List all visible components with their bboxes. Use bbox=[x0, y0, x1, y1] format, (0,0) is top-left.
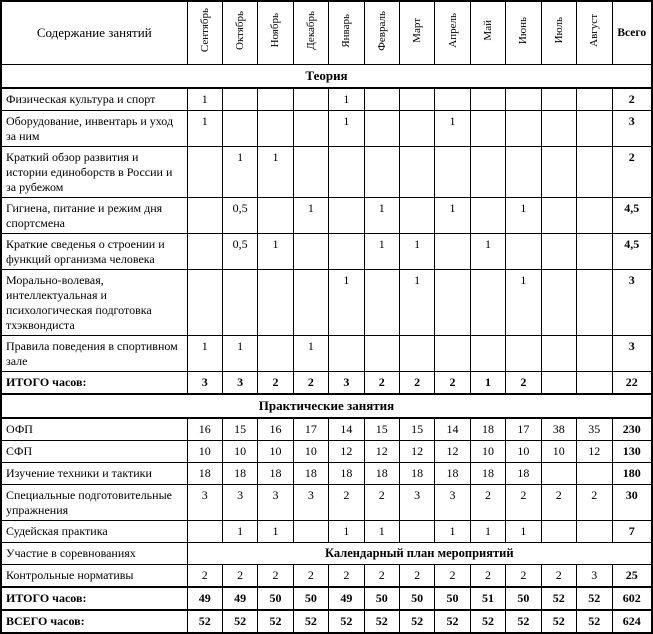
value-cell: 10 bbox=[541, 441, 576, 463]
month-header-november bbox=[258, 1, 293, 65]
value-cell: 12 bbox=[576, 441, 612, 463]
value-cell bbox=[187, 147, 222, 198]
value-cell: 10 bbox=[293, 441, 328, 463]
value-cell: 0,5 bbox=[222, 234, 257, 270]
value-cell: 50 bbox=[364, 587, 399, 610]
section-row bbox=[1, 65, 652, 89]
value-cell: 14 bbox=[435, 418, 470, 441]
row-total: 7 bbox=[612, 521, 652, 543]
value-cell: 16 bbox=[187, 418, 222, 441]
value-cell: 52 bbox=[222, 610, 257, 633]
value-cell bbox=[541, 111, 576, 147]
value-cell: 52 bbox=[329, 610, 364, 633]
value-cell bbox=[222, 88, 257, 111]
value-cell: 1 bbox=[506, 521, 541, 543]
section-title: Практические занятия bbox=[1, 394, 652, 418]
value-cell: 2 bbox=[435, 565, 470, 588]
value-cell: 1 bbox=[364, 521, 399, 543]
value-cell: 3 bbox=[293, 485, 328, 521]
plan-table-body bbox=[1, 65, 652, 634]
row-total: 30 bbox=[612, 485, 652, 521]
table-row bbox=[1, 88, 652, 111]
value-cell bbox=[576, 147, 612, 198]
value-cell: 1 bbox=[258, 147, 293, 198]
value-cell: 2 bbox=[576, 485, 612, 521]
row-label: Изучение техники и тактики bbox=[1, 463, 187, 485]
value-cell bbox=[541, 147, 576, 198]
value-cell: 3 bbox=[329, 372, 364, 395]
value-cell bbox=[364, 111, 399, 147]
value-cell: 52 bbox=[187, 610, 222, 633]
month-label: Май bbox=[481, 20, 494, 41]
value-cell: 50 bbox=[258, 587, 293, 610]
value-cell: 3 bbox=[258, 485, 293, 521]
value-cell: 17 bbox=[293, 418, 328, 441]
month-header-april bbox=[435, 1, 470, 65]
value-cell bbox=[258, 270, 293, 336]
value-cell: 15 bbox=[364, 418, 399, 441]
value-cell: 1 bbox=[435, 521, 470, 543]
value-cell: 1 bbox=[399, 234, 434, 270]
value-cell: 2 bbox=[399, 372, 434, 395]
value-cell: 0,5 bbox=[222, 198, 257, 234]
table-row bbox=[1, 270, 652, 336]
value-cell bbox=[187, 234, 222, 270]
total-header: Всего bbox=[612, 1, 652, 65]
value-cell: 18 bbox=[506, 463, 541, 485]
value-cell: 50 bbox=[435, 587, 470, 610]
value-cell bbox=[576, 521, 612, 543]
row-label: ИТОГО часов: bbox=[1, 372, 187, 395]
row-label: Краткие сведенья о строении и функций организма человека bbox=[1, 234, 187, 270]
value-cell bbox=[293, 88, 328, 111]
value-cell bbox=[187, 521, 222, 543]
value-cell bbox=[293, 270, 328, 336]
value-cell: 52 bbox=[576, 587, 612, 610]
row-total: 602 bbox=[612, 587, 652, 610]
month-header-december bbox=[293, 1, 328, 65]
value-cell bbox=[506, 147, 541, 198]
month-label: Октябрь bbox=[234, 11, 247, 50]
value-cell bbox=[258, 111, 293, 147]
value-cell bbox=[541, 270, 576, 336]
value-cell bbox=[293, 111, 328, 147]
value-cell: 1 bbox=[364, 198, 399, 234]
month-header-march bbox=[399, 1, 434, 65]
value-cell bbox=[222, 111, 257, 147]
header-row bbox=[1, 1, 652, 65]
value-cell: 2 bbox=[258, 565, 293, 588]
value-cell: 2 bbox=[293, 565, 328, 588]
row-label: ВСЕГО часов: bbox=[1, 610, 187, 633]
value-cell: 12 bbox=[399, 441, 434, 463]
value-cell bbox=[576, 234, 612, 270]
value-cell: 2 bbox=[470, 485, 505, 521]
value-cell: 1 bbox=[329, 270, 364, 336]
value-cell bbox=[576, 463, 612, 485]
month-header-january bbox=[329, 1, 364, 65]
row-label: Гигиена, питание и режим дня спортсмена bbox=[1, 198, 187, 234]
value-cell: 12 bbox=[435, 441, 470, 463]
value-cell: 52 bbox=[470, 610, 505, 633]
table-row bbox=[1, 418, 652, 441]
value-cell bbox=[541, 521, 576, 543]
value-cell: 2 bbox=[506, 372, 541, 395]
month-label: Июнь bbox=[517, 16, 530, 45]
value-cell bbox=[329, 336, 364, 372]
value-cell bbox=[470, 147, 505, 198]
value-cell bbox=[470, 336, 505, 372]
value-cell: 1 bbox=[222, 147, 257, 198]
value-cell: 16 bbox=[258, 418, 293, 441]
value-cell: 3 bbox=[222, 372, 257, 395]
value-cell bbox=[329, 198, 364, 234]
value-cell bbox=[506, 88, 541, 111]
value-cell bbox=[258, 88, 293, 111]
value-cell: 50 bbox=[293, 587, 328, 610]
value-cell bbox=[576, 111, 612, 147]
value-cell bbox=[364, 336, 399, 372]
value-cell: 1 bbox=[435, 111, 470, 147]
value-cell: 3 bbox=[222, 485, 257, 521]
value-cell: 3 bbox=[399, 485, 434, 521]
value-cell: 2 bbox=[258, 372, 293, 395]
value-cell bbox=[293, 521, 328, 543]
table-row bbox=[1, 565, 652, 588]
value-cell: 18 bbox=[293, 463, 328, 485]
table-row bbox=[1, 463, 652, 485]
value-cell bbox=[435, 147, 470, 198]
month-header-august bbox=[576, 1, 612, 65]
row-label: Специальные подготовительные упражнения bbox=[1, 485, 187, 521]
month-label: Ноябрь bbox=[269, 13, 282, 48]
month-header-october bbox=[222, 1, 257, 65]
section-title: Теория bbox=[1, 65, 652, 89]
table-row bbox=[1, 610, 652, 633]
value-cell: 38 bbox=[541, 418, 576, 441]
table-row bbox=[1, 441, 652, 463]
value-cell: 1 bbox=[258, 234, 293, 270]
value-cell: 18 bbox=[364, 463, 399, 485]
value-cell: 3 bbox=[187, 485, 222, 521]
table-row bbox=[1, 336, 652, 372]
value-cell: 52 bbox=[258, 610, 293, 633]
value-cell bbox=[399, 147, 434, 198]
value-cell: 3 bbox=[435, 485, 470, 521]
value-cell: 18 bbox=[470, 463, 505, 485]
value-cell: 49 bbox=[187, 587, 222, 610]
value-cell: 1 bbox=[222, 521, 257, 543]
month-label: Март bbox=[411, 18, 424, 43]
value-cell: 1 bbox=[329, 88, 364, 111]
row-total: 3 bbox=[612, 111, 652, 147]
calendar-span-label: Календарный план мероприятий bbox=[187, 543, 652, 565]
value-cell: 18 bbox=[187, 463, 222, 485]
value-cell: 1 bbox=[399, 270, 434, 336]
value-cell: 2 bbox=[364, 372, 399, 395]
value-cell: 2 bbox=[187, 565, 222, 588]
value-cell: 1 bbox=[470, 521, 505, 543]
row-total: 130 bbox=[612, 441, 652, 463]
value-cell bbox=[435, 234, 470, 270]
row-label: Участие в соревнованиях bbox=[1, 543, 187, 565]
section-row bbox=[1, 394, 652, 418]
value-cell: 2 bbox=[222, 565, 257, 588]
value-cell: 1 bbox=[506, 270, 541, 336]
month-header-june bbox=[506, 1, 541, 65]
value-cell: 12 bbox=[364, 441, 399, 463]
value-cell bbox=[435, 88, 470, 111]
value-cell: 2 bbox=[541, 485, 576, 521]
content-header: Содержание занятий bbox=[1, 1, 187, 65]
month-label: Апрель bbox=[446, 13, 459, 48]
value-cell: 50 bbox=[399, 587, 434, 610]
table-row bbox=[1, 234, 652, 270]
value-cell: 10 bbox=[470, 441, 505, 463]
value-cell: 1 bbox=[293, 336, 328, 372]
value-cell: 49 bbox=[329, 587, 364, 610]
table-row bbox=[1, 485, 652, 521]
value-cell: 17 bbox=[506, 418, 541, 441]
value-cell bbox=[576, 270, 612, 336]
value-cell: 14 bbox=[329, 418, 364, 441]
value-cell bbox=[470, 198, 505, 234]
value-cell: 51 bbox=[470, 587, 505, 610]
value-cell: 52 bbox=[576, 610, 612, 633]
value-cell bbox=[576, 336, 612, 372]
value-cell bbox=[399, 111, 434, 147]
month-label: Июль bbox=[552, 17, 565, 44]
table-row bbox=[1, 147, 652, 198]
value-cell: 2 bbox=[293, 372, 328, 395]
value-cell bbox=[506, 234, 541, 270]
row-label: Морально-волевая, интеллектуальная и психологическая подготовка тхэквондиста bbox=[1, 270, 187, 336]
row-total: 230 bbox=[612, 418, 652, 441]
value-cell: 18 bbox=[222, 463, 257, 485]
value-cell bbox=[470, 88, 505, 111]
value-cell: 2 bbox=[329, 565, 364, 588]
value-cell bbox=[541, 372, 576, 395]
value-cell: 18 bbox=[399, 463, 434, 485]
value-cell: 52 bbox=[293, 610, 328, 633]
value-cell bbox=[506, 111, 541, 147]
value-cell bbox=[470, 270, 505, 336]
value-cell bbox=[576, 372, 612, 395]
value-cell bbox=[222, 270, 257, 336]
value-cell bbox=[329, 234, 364, 270]
value-cell: 3 bbox=[187, 372, 222, 395]
value-cell: 1 bbox=[435, 198, 470, 234]
value-cell bbox=[399, 198, 434, 234]
month-header-july bbox=[541, 1, 576, 65]
value-cell bbox=[541, 88, 576, 111]
value-cell: 10 bbox=[258, 441, 293, 463]
row-label: Краткий обзор развития и истории единоборств в России и за рубежом bbox=[1, 147, 187, 198]
value-cell bbox=[541, 234, 576, 270]
month-header-september bbox=[187, 1, 222, 65]
value-cell: 1 bbox=[364, 234, 399, 270]
row-label: Правила поведения в спортивном зале bbox=[1, 336, 187, 372]
value-cell: 52 bbox=[506, 610, 541, 633]
value-cell bbox=[399, 88, 434, 111]
value-cell: 10 bbox=[506, 441, 541, 463]
value-cell bbox=[364, 270, 399, 336]
value-cell bbox=[364, 147, 399, 198]
value-cell bbox=[470, 111, 505, 147]
value-cell: 1 bbox=[293, 198, 328, 234]
value-cell bbox=[506, 336, 541, 372]
value-cell: 35 bbox=[576, 418, 612, 441]
table-row bbox=[1, 521, 652, 543]
month-header-february bbox=[364, 1, 399, 65]
value-cell: 1 bbox=[506, 198, 541, 234]
row-label: СФП bbox=[1, 441, 187, 463]
value-cell bbox=[541, 198, 576, 234]
month-header-may bbox=[470, 1, 505, 65]
value-cell: 52 bbox=[364, 610, 399, 633]
row-label: Физическая культура и спорт bbox=[1, 88, 187, 111]
value-cell: 2 bbox=[541, 565, 576, 588]
value-cell: 1 bbox=[470, 372, 505, 395]
row-label: Оборудование, инвентарь и уход за ним bbox=[1, 111, 187, 147]
value-cell: 2 bbox=[506, 565, 541, 588]
value-cell: 12 bbox=[329, 441, 364, 463]
value-cell: 2 bbox=[364, 485, 399, 521]
row-label: ИТОГО часов: bbox=[1, 587, 187, 610]
value-cell bbox=[541, 336, 576, 372]
value-cell: 2 bbox=[435, 372, 470, 395]
value-cell bbox=[435, 336, 470, 372]
value-cell bbox=[293, 147, 328, 198]
value-cell bbox=[258, 336, 293, 372]
row-total: 25 bbox=[612, 565, 652, 588]
value-cell: 1 bbox=[329, 521, 364, 543]
value-cell: 2 bbox=[470, 565, 505, 588]
value-cell: 1 bbox=[329, 111, 364, 147]
row-total: 22 bbox=[612, 372, 652, 395]
month-label: Декабрь bbox=[304, 11, 317, 50]
value-cell bbox=[187, 198, 222, 234]
value-cell: 15 bbox=[399, 418, 434, 441]
value-cell bbox=[576, 198, 612, 234]
row-total: 624 bbox=[612, 610, 652, 633]
table-row bbox=[1, 587, 652, 610]
table-row bbox=[1, 198, 652, 234]
month-label: Январь bbox=[340, 13, 353, 48]
value-cell: 1 bbox=[187, 336, 222, 372]
month-label: Сентябрь bbox=[198, 8, 211, 53]
value-cell: 52 bbox=[541, 587, 576, 610]
value-cell: 50 bbox=[506, 587, 541, 610]
value-cell bbox=[258, 198, 293, 234]
value-cell: 1 bbox=[187, 88, 222, 111]
value-cell bbox=[329, 147, 364, 198]
table-row bbox=[1, 372, 652, 395]
row-label: Контрольные нормативы bbox=[1, 565, 187, 588]
value-cell: 1 bbox=[470, 234, 505, 270]
row-total: 4,5 bbox=[612, 234, 652, 270]
value-cell bbox=[541, 463, 576, 485]
value-cell: 52 bbox=[541, 610, 576, 633]
row-total: 2 bbox=[612, 88, 652, 111]
value-cell: 2 bbox=[399, 565, 434, 588]
value-cell bbox=[399, 521, 434, 543]
value-cell: 10 bbox=[222, 441, 257, 463]
value-cell: 15 bbox=[222, 418, 257, 441]
value-cell: 52 bbox=[435, 610, 470, 633]
value-cell: 18 bbox=[435, 463, 470, 485]
value-cell bbox=[576, 88, 612, 111]
value-cell: 2 bbox=[364, 565, 399, 588]
row-total: 3 bbox=[612, 270, 652, 336]
row-total: 2 bbox=[612, 147, 652, 198]
value-cell: 2 bbox=[329, 485, 364, 521]
value-cell: 1 bbox=[187, 111, 222, 147]
value-cell: 18 bbox=[329, 463, 364, 485]
row-total: 3 bbox=[612, 336, 652, 372]
table-row bbox=[1, 111, 652, 147]
row-label: ОФП bbox=[1, 418, 187, 441]
value-cell: 1 bbox=[222, 336, 257, 372]
row-total: 4,5 bbox=[612, 198, 652, 234]
value-cell bbox=[399, 336, 434, 372]
month-label: Февраль bbox=[375, 10, 388, 51]
value-cell bbox=[435, 270, 470, 336]
value-cell: 10 bbox=[187, 441, 222, 463]
value-cell: 52 bbox=[399, 610, 434, 633]
table-row bbox=[1, 543, 652, 565]
value-cell: 18 bbox=[470, 418, 505, 441]
value-cell: 18 bbox=[258, 463, 293, 485]
value-cell bbox=[293, 234, 328, 270]
row-label: Судейская практика bbox=[1, 521, 187, 543]
value-cell: 2 bbox=[506, 485, 541, 521]
value-cell bbox=[364, 88, 399, 111]
value-cell bbox=[187, 270, 222, 336]
month-label: Август bbox=[588, 14, 601, 47]
value-cell: 49 bbox=[222, 587, 257, 610]
row-total: 180 bbox=[612, 463, 652, 485]
value-cell: 1 bbox=[258, 521, 293, 543]
value-cell: 3 bbox=[576, 565, 612, 588]
